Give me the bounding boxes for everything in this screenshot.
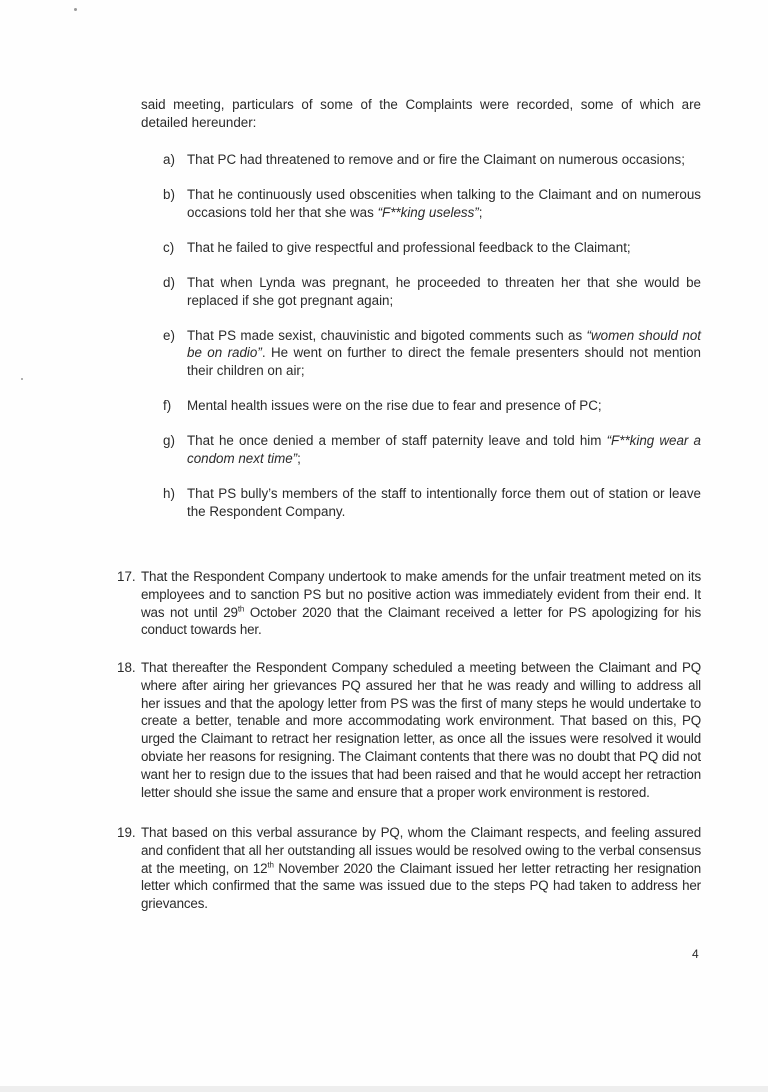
item-text: That PS made sexist, chauvinistic and bigoted comments such as “women should not be on radio”. He went on further to direct the female presenters should not mention their children on air; [187, 327, 702, 379]
complaint-item-c [163, 239, 701, 257]
paragraph-17 [117, 568, 701, 639]
paragraph-number: 19. [117, 825, 136, 840]
item-text: Mental health issues were on the rise due to fear and presence of PC; [187, 398, 602, 414]
scan-speck [21, 378, 23, 380]
paragraph-text: That thereafter the Respondent Company scheduled a meeting between the Claimant and PQ where after airing her grievances PQ assured her that he was ready and willing to address all her issues and that the apology letter from PS was the first of many steps he would undertake to create a better, tenable and more accommodating work environment. That based on this, PQ urged the Claimant to retract her resignation letter, as once all the issues were resolved it would obviate her reasons for resigning. The Claimant contents that there was no doubt that PQ did not want her to resign due to the issues that had been raised and that he would accept her retraction letter should she issue the same and ensure that a proper work environment is restored. [141, 660, 701, 800]
scan-speck [74, 8, 77, 11]
item-label: b) [163, 186, 175, 202]
paragraph-number: 18. [117, 660, 136, 675]
item-label: d) [163, 274, 175, 290]
complaint-item-b [163, 186, 701, 222]
paragraph-19 [117, 824, 701, 913]
paragraph-text: That based on this verbal assurance by PQ, whom the Claimant respects, and feeling assured and confident that all her outstanding all issues would be resolved owing to the verbal consensus at the meeting, on 12th November 2020 the Claimant issued her letter retracting her resignation letter which confirmed that the same was issued due to the steps PQ had taken to address her grievances. [141, 825, 701, 912]
quote: “F**king wear a condom next time” [187, 433, 701, 466]
complaint-item-d [163, 274, 701, 310]
intro-paragraph: said meeting, particulars of some of the Complaints were recorded, some of which are detailed hereunder: [141, 97, 701, 130]
complaint-item-h [163, 485, 701, 521]
paragraph-18 [117, 659, 701, 801]
complaint-item-e [163, 327, 701, 380]
paragraph-number: 17. [117, 569, 136, 584]
item-text: That he continuously used obscenities when talking to the Claimant and on numerous occasions told her that she was “F**king useless”; [187, 186, 701, 220]
item-label: e) [163, 327, 175, 343]
paragraph-text: That the Respondent Company undertook to make amends for the unfair treatment meted on its employees and to sanction PS but no positive action was immediately evident from their end. It was not until 29th October 2020 that the Claimant received a letter for PS apologizing for his conduct towards her. [141, 569, 701, 638]
viewer-bottom-edge [0, 1086, 768, 1092]
complaint-item-f [163, 397, 701, 415]
item-text: That when Lynda was pregnant, he proceeded to threaten her that she would be replaced if she got pregnant again; [187, 274, 701, 308]
item-label: g) [163, 433, 175, 449]
quote: “F**king useless” [377, 204, 479, 220]
item-label: c) [163, 239, 175, 255]
complaints-list [163, 151, 701, 538]
item-text: That PC had threatened to remove and or fire the Claimant on numerous occasions; [187, 152, 685, 167]
item-text: That he once denied a member of staff paternity leave and told him “F**king wear a condom next time”; [187, 433, 701, 466]
item-label: f) [163, 398, 172, 414]
item-label: a) [163, 152, 175, 167]
item-text: That PS bully’s members of the staff to intentionally force them out of station or leave the Respondent Company. [187, 485, 701, 519]
item-label: h) [163, 485, 175, 501]
item-text: That he failed to give respectful and professional feedback to the Claimant; [187, 239, 631, 255]
complaint-item-g [163, 432, 701, 468]
complaint-item-a [163, 151, 701, 169]
page-number: 4 [692, 947, 699, 961]
quote: “women should not be on radio” [187, 327, 701, 361]
